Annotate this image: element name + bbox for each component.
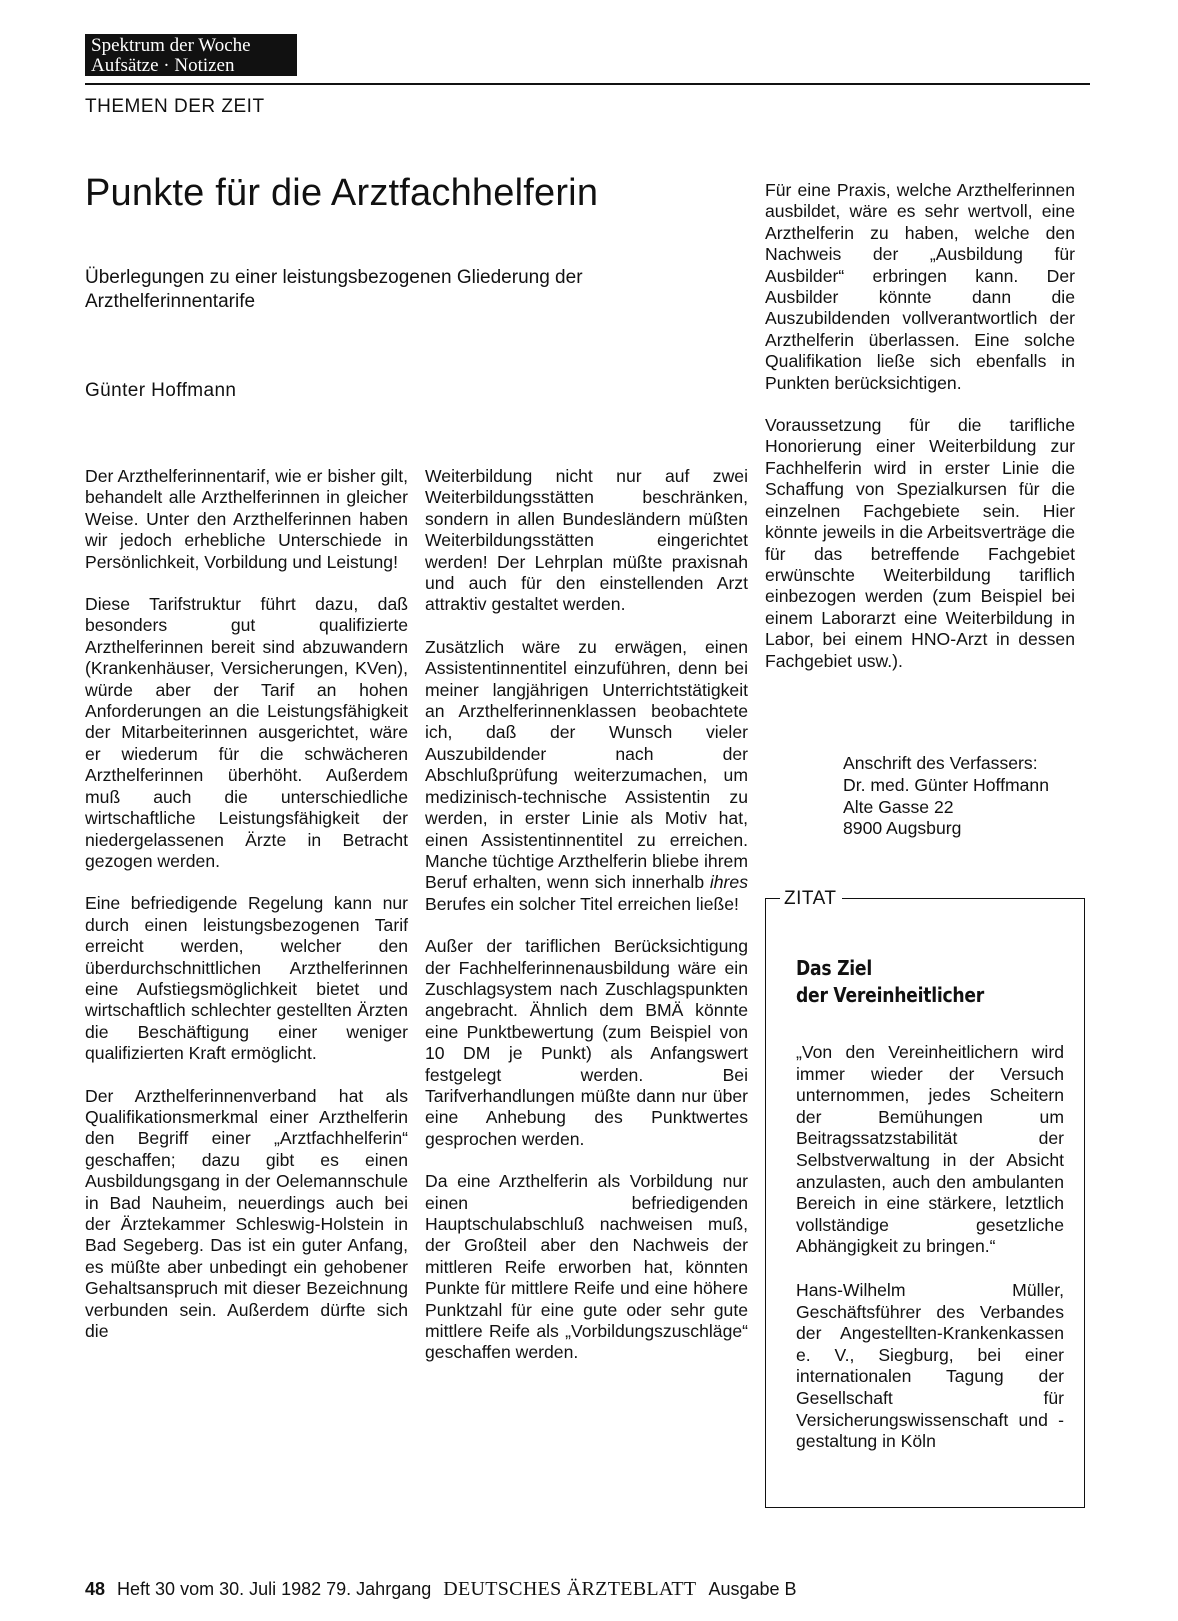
badge-line-1: Spektrum der Woche bbox=[91, 35, 251, 56]
paragraph: Außer der tariflichen Berücksichtigung der Fachhelferinnenausbildung wäre ein Zuschlagsystem nach Zuschlagspunkten angebracht. Ähnlich dem BMÄ könnte eine Punktbewertung (zum Beispiel von 10 DM je Punkt) als Anfangswert festgelegt werden. Bei Tarifverhandlungen müßte dann nur über eine Anhebung des Punktwertes gesprochen werden. bbox=[425, 936, 748, 1149]
quote-heading-line-1: Das Ziel bbox=[796, 956, 872, 980]
edition: Ausgabe B bbox=[708, 1579, 797, 1599]
quote-source: Hans-Wilhelm Müller, Geschäftsführer des Verbandes der Angestellten-Krankenkassen e. V., Siegburg, bei einer internationalen Tagung der Gesellschaft für Versicherungswissenschaft und -gestaltung in Köln bbox=[796, 1279, 1064, 1452]
paragraph-text: Berufes ein solcher Titel erreichen ließe! bbox=[425, 893, 739, 914]
quote-label: ZITAT bbox=[780, 888, 842, 910]
page-footer bbox=[85, 1578, 797, 1601]
paragraph: Weiterbildung nicht nur auf zwei Weiterbildungsstätten beschränken, sondern in allen Bundesländern müßten Weiterbildungsstätten eingerichtet werden! Der Lehrplan müßte praxisnah und auch für den einstellenden Arzt attraktiv gestaltet werden. bbox=[425, 466, 748, 615]
author-address bbox=[843, 753, 1049, 840]
paragraph: Eine befriedigende Regelung kann nur durch einen leistungsbezogenen Tarif erreicht werden, welcher den überdurchschnittlichen Arzthelferinnen eine Aufstiegsmöglichkeit bietet und wirtschaftlich schlechter gestellten Ärzten die Beschäftigung einer weniger qualifizierten Kraft ermöglicht. bbox=[85, 893, 408, 1064]
paragraph bbox=[425, 637, 748, 915]
article-subtitle: Überlegungen zu einer leistungsbezogenen Gliederung der Arzthelferinnentarife bbox=[85, 267, 583, 312]
section-badge bbox=[85, 34, 297, 76]
journal-name: DEUTSCHES ÄRZTEBLATT bbox=[443, 1578, 697, 1600]
paragraph: Der Arzthelferinnenverband hat als Qualifikationsmerkmal einer Arzthelferin den Begriff einer „Arztfachhelferin“ geschaffen; dazu gibt es einen Ausbildungsgang in der Oelemannschule in Bad Nauheim, neuerdings auch bei der Ärztekammer Schleswig-Holstein in Bad Segeberg. Das ist ein guter Anfang, es müßte aber unbedingt ein gehobener Gehaltsanspruch mit dieser Bezeichnung verbunden sein. Außerdem dürfte sich die bbox=[85, 1085, 408, 1342]
address-street: Alte Gasse 22 bbox=[843, 796, 954, 817]
badge-line-2: Aufsätze · Notizen bbox=[91, 55, 235, 76]
article-title: Punkte für die Arztfachhelferin bbox=[85, 172, 599, 214]
quote-body bbox=[796, 1042, 1064, 1475]
column-2 bbox=[425, 466, 748, 1364]
header-rule bbox=[85, 83, 1090, 85]
column-3 bbox=[765, 180, 1075, 672]
article-author: Günter Hoffmann bbox=[85, 380, 237, 401]
column-1 bbox=[85, 466, 408, 1342]
address-label: Anschrift des Verfassers: bbox=[843, 753, 1038, 773]
paragraph: Voraussetzung für die tarifliche Honorierung einer Weiterbildung zur Fachhelferin wird in erster Linie die Schaffung von Spezialkursen für die einzelnen Fachgebiete sein. Hier könnte jeweils in die Arbeitsverträge die für das betreffende Fachgebiet erwünschte Weiterbildung tariflich einbezogen werden (zum Beispiel bei einem Laborarzt eine Weiterbildung in Labor, bei einem HNO-Arzt in dessen Fachgebiet usw.). bbox=[765, 415, 1075, 671]
issue-info: Heft 30 vom 30. Juli 1982 79. Jahrgang bbox=[117, 1579, 432, 1599]
paragraph: Der Arzthelferinnentarif, wie er bisher gilt, behandelt alle Arzthelferinnen in gleicher Weise. Unter den Arzthelferinnen haben wir jedoch erhebliche Unterschiede in Persönlichkeit, Vorbildung und Leistung! bbox=[85, 466, 408, 572]
paragraph: Für eine Praxis, welche Arzthelferinnen ausbildet, wäre es sehr wertvoll, eine Arzthelferin zu haben, welche den Nachweis der „Ausbildung für Ausbilder“ erbringen kann. Der Ausbilder könnte dann die Auszubildenden vollverantwortlich der Arzthelferin überlassen. Eine solche Qualifikation ließe sich ebenfalls in Punkten berücksichtigen. bbox=[765, 180, 1075, 393]
paragraph: Diese Tarifstruktur führt dazu, daß besonders gut qualifizierte Arzthelferinnen bereit sind abzuwandern (Krankenhäuser, Versicherungen, KVen), würde aber der Tarif an hohen Anforderungen an die Leistungsfähigkeit der Mitarbeiterinnen ausgerichtet, wäre er wiederum für die schwächeren Arzthelferinnen überhöht. Außerdem muß auch die unterschiedliche wirtschaftliche Leistungsfähigkeit der niedergelassenen Ärzte in Betracht gezogen werden. bbox=[85, 594, 408, 871]
paragraph-text: Zusätzlich wäre zu erwägen, einen Assistentinnentitel einzuführen, denn bei meiner langjährigen Unterrichtstätigkeit an Arzthelferinnenklassen beobachtete ich, daß der Wunsch vieler Auszubildender nach der Abschlußprüfung weiterzumachen, um medizinisch-technische Assistentin zu werden, in erster Linie als Motiv hat, einen Assistentinnentitel zu erreichen. Manche tüchtige Arzthelferin bliebe ihrem Beruf erhalten, wenn sich innerhalb bbox=[425, 636, 748, 893]
paragraph: Da eine Arzthelferin als Vorbildung nur einen befriedigenden Hauptschulabschluß nachweisen muß, der Großteil aber den Nachweis der mittleren Reife erworben hat, könnten Punkte für mittlere Reife und eine höhere Punktzahl für eine gute oder sehr gute mittlere Reife als „Vorbildungszuschläge“ geschaffen werden. bbox=[425, 1171, 748, 1363]
quote-heading-line-2: der Vereinheitlicher bbox=[796, 983, 985, 1007]
address-name: Dr. med. Günter Hoffmann bbox=[843, 774, 1050, 795]
page-number: 48 bbox=[85, 1579, 106, 1599]
quote-heading bbox=[796, 955, 1028, 1009]
section-label: THEMEN DER ZEIT bbox=[85, 96, 265, 117]
emphasis-text: ihres bbox=[709, 872, 748, 893]
quote-text: „Von den Vereinheitlichern wird immer wieder der Versuch unternommen, jedes Scheitern der Bemühungen um Beitragssatzstabilität der Selbstverwaltung in der Absicht anzulasten, auch den ambulanten Bereich in eine stärkere, letztlich vollständige gesetzliche Abhängigkeit zu bringen.“ bbox=[796, 1042, 1064, 1257]
address-city: 8900 Augsburg bbox=[843, 818, 962, 839]
